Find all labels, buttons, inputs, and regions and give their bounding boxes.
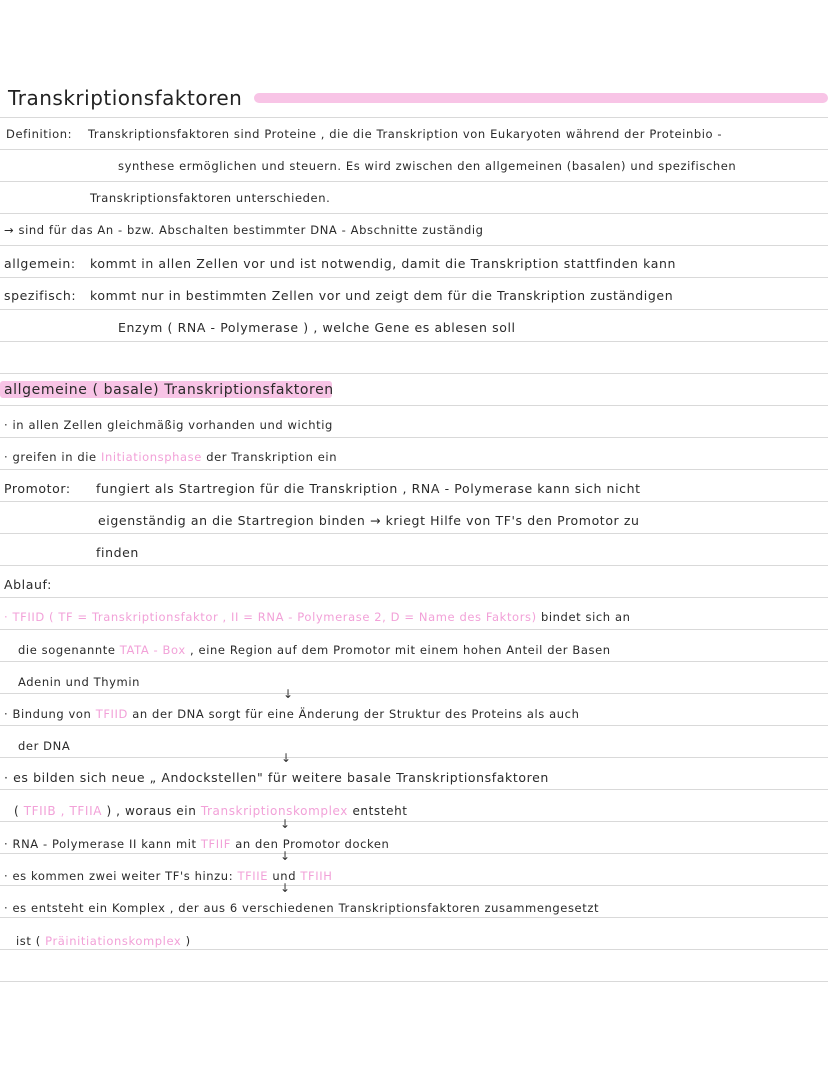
allgemein-text: kommt in allen Zellen vor und ist notwendig, damit die Transkription stattfinden kann <box>90 256 677 271</box>
step-2-post: an der DNA sorgt für eine Änderung der Struktur des Proteins als auch <box>132 707 580 721</box>
down-arrow-icon: ↓ <box>280 849 291 863</box>
page-title: Transkriptionsfaktoren <box>8 86 243 110</box>
down-arrow-icon: ↓ <box>283 687 294 701</box>
step-1-highlight: · TFIID ( TF = Transkriptionsfaktor , II = RNA - Polymerase 2, D = Name des Faktors) <box>4 610 537 624</box>
step-6b-post: ) <box>185 934 191 948</box>
praeinitiationskomplex: Präinitiationskomplex <box>45 934 182 948</box>
step-1b-pre: die sogenannte <box>18 643 116 657</box>
spezifisch-line-2: Enzym ( RNA - Polymerase ) , welche Gene es ablesen soll <box>118 320 516 335</box>
step-6b <box>16 933 191 949</box>
step-3b-open: ( <box>14 804 20 818</box>
section-heading: allgemeine ( basale) Transkriptionsfaktoren <box>4 382 334 398</box>
step-6b-pre: ist ( <box>16 934 41 948</box>
tata-box: TATA - Box <box>119 643 186 657</box>
definition-line-3: Transkriptionsfaktoren unterschieden. <box>90 191 331 205</box>
function-line: → sind für das An - bzw. Abschalten bestimmter DNA - Abschnitte zuständig <box>4 223 484 237</box>
step-3b <box>14 803 408 819</box>
bullet-2-pre: · greifen in die <box>4 450 97 464</box>
step-3: · es bilden sich neue „ Andockstellen" für weitere basale Transkriptionsfaktoren <box>4 770 549 785</box>
step-4-post: an den Promotor docken <box>235 837 390 851</box>
promotor-line-3: finden <box>96 545 139 560</box>
step-3b-post: entsteht <box>352 804 408 818</box>
step-4 <box>4 836 389 852</box>
allgemein-label: allgemein: <box>4 256 76 271</box>
down-arrow-icon: ↓ <box>280 881 291 895</box>
ablauf-label: Ablauf: <box>4 577 52 592</box>
step-5-mid: und <box>272 869 297 883</box>
step-1c: Adenin und Thymin <box>18 675 141 689</box>
spezifisch-label: spezifisch: <box>4 288 77 303</box>
definition-line-1: Transkriptionsfaktoren sind Proteine , die die Transkription von Eukaryoten während der Proteinbio - <box>88 127 723 141</box>
step-1b-post: , eine Region auf dem Promotor mit einem hohen Anteil der Basen <box>190 643 611 657</box>
promotor-line-1: fungiert als Startregion für die Transkription , RNA - Polymerase kann sich nicht <box>96 481 641 496</box>
bullet-2 <box>4 449 337 465</box>
bullet-2-highlight: Initiationsphase <box>101 450 202 464</box>
definition-line-2: synthese ermöglichen und steuern. Es wird zwischen den allgemeinen (basalen) und spezifischen <box>118 159 737 173</box>
transkriptionskomplex: Transkriptionskomplex <box>200 804 349 818</box>
down-arrow-icon: ↓ <box>280 817 291 831</box>
promotor-label: Promotor: <box>4 481 71 496</box>
step-1b <box>18 642 611 658</box>
step-2b: der DNA <box>18 739 71 753</box>
step-6: · es entsteht ein Komplex , der aus 6 verschiedenen Transkriptionsfaktoren zusammengesetzt <box>4 901 600 915</box>
step-4-pre: · RNA - Polymerase II kann mit <box>4 837 197 851</box>
step-2-pre: · Bindung von <box>4 707 92 721</box>
down-arrow-icon: ↓ <box>281 751 292 765</box>
tfiib-tfiia: TFIIB , TFIIA <box>23 804 103 818</box>
step-3b-mid: ) , woraus ein <box>106 804 197 818</box>
step-2 <box>4 706 579 722</box>
tfiif: TFIIF <box>200 837 231 851</box>
title-highlight <box>254 93 828 103</box>
step-1 <box>4 609 630 625</box>
spezifisch-line-1: kommt nur in bestimmten Zellen vor und zeigt dem für die Transkription zuständigen <box>90 288 674 303</box>
tfiid: TFIID <box>95 707 128 721</box>
tfiih: TFIIH <box>300 869 333 883</box>
promotor-line-2: eigenständig an die Startregion binden → kriegt Hilfe von TF's den Promotor zu <box>98 513 640 528</box>
bullet-2-post: der Transkription ein <box>206 450 338 464</box>
step-1-post: bindet sich an <box>540 610 631 624</box>
tfiie: TFIIE <box>237 869 269 883</box>
definition-label: Definition: <box>6 127 73 141</box>
step-5-pre: · es kommen zwei weiter TF's hinzu: <box>4 869 234 883</box>
bullet-1: · in allen Zellen gleichmäßig vorhanden und wichtig <box>4 418 333 432</box>
